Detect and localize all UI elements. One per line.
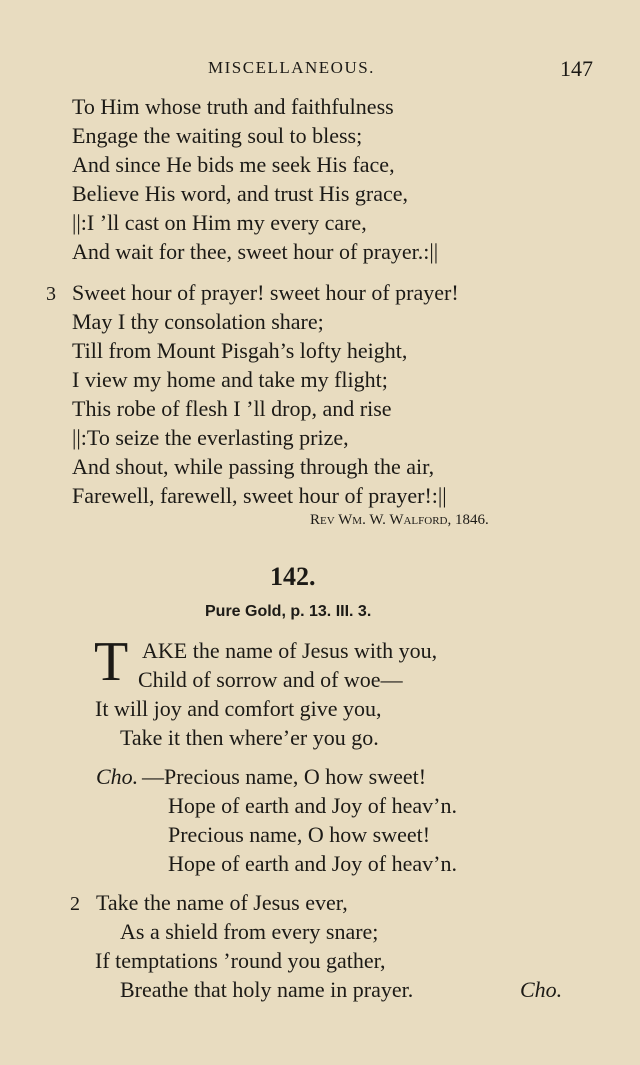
chorus-line: Hope of earth and Joy of heav’n.: [168, 793, 457, 818]
stanza-line: And since He bids me seek His face,: [72, 152, 395, 177]
stanza-line: Engage the waiting soul to bless;: [72, 123, 363, 148]
stanza-line: Child of sorrow and of woe—: [138, 667, 403, 692]
stanza-line: And wait for thee, sweet hour of prayer.:||: [72, 239, 439, 264]
drop-cap: T: [94, 631, 129, 693]
stanza-line: Believe His word, and trust His grace,: [72, 181, 409, 206]
tune-reference: Pure Gold, p. 13. III. 3.: [205, 603, 372, 620]
stanza-line: Breathe that holy name in prayer.: [120, 977, 414, 1002]
stanza-line: Till from Mount Pisgah’s lofty height,: [72, 338, 408, 363]
stanza-number: 3: [46, 283, 56, 305]
stanza-line: This robe of flesh I ’ll drop, and rise: [72, 396, 392, 421]
stanza-line: ||:To seize the everlasting prize,: [72, 425, 349, 450]
chorus-reference: Cho.: [520, 977, 563, 1002]
chorus-line: Hope of earth and Joy of heav’n.: [168, 851, 457, 876]
stanza-line: ||:I ’ll cast on Him my every care,: [72, 210, 367, 235]
stanza-number: 2: [70, 893, 80, 915]
stanza-line: As a shield from every snare;: [120, 919, 379, 944]
page-number: 147: [560, 56, 593, 81]
stanza-line: Take it then where’er you go.: [120, 725, 379, 750]
stanza-line: Sweet hour of prayer! sweet hour of prayer!: [72, 280, 459, 305]
stanza-line: Take the name of Jesus ever,: [96, 890, 348, 915]
stanza-line: If temptations ’round you gather,: [95, 948, 386, 973]
running-head: MISCELLANEOUS.: [208, 58, 375, 77]
hymn-number: 142.: [270, 562, 316, 591]
attribution: Rev Wm. W. Walford, 1846.: [310, 512, 489, 528]
chorus-line: Precious name, O how sweet!: [168, 822, 431, 847]
stanza-line: It will joy and comfort give you,: [95, 696, 382, 721]
stanza-line: To Him whose truth and faithfulness: [72, 94, 394, 119]
stanza-line: Farewell, farewell, sweet hour of prayer!:||: [72, 483, 447, 508]
stanza-line: I view my home and take my flight;: [72, 367, 388, 392]
chorus-label: Cho.: [96, 764, 139, 789]
chorus-line: —Precious name, O how sweet!: [142, 764, 427, 789]
stanza-line: May I thy consolation share;: [72, 309, 324, 334]
stanza-line: AKE the name of Jesus with you,: [142, 638, 438, 663]
stanza-line: And shout, while passing through the air,: [72, 454, 435, 479]
